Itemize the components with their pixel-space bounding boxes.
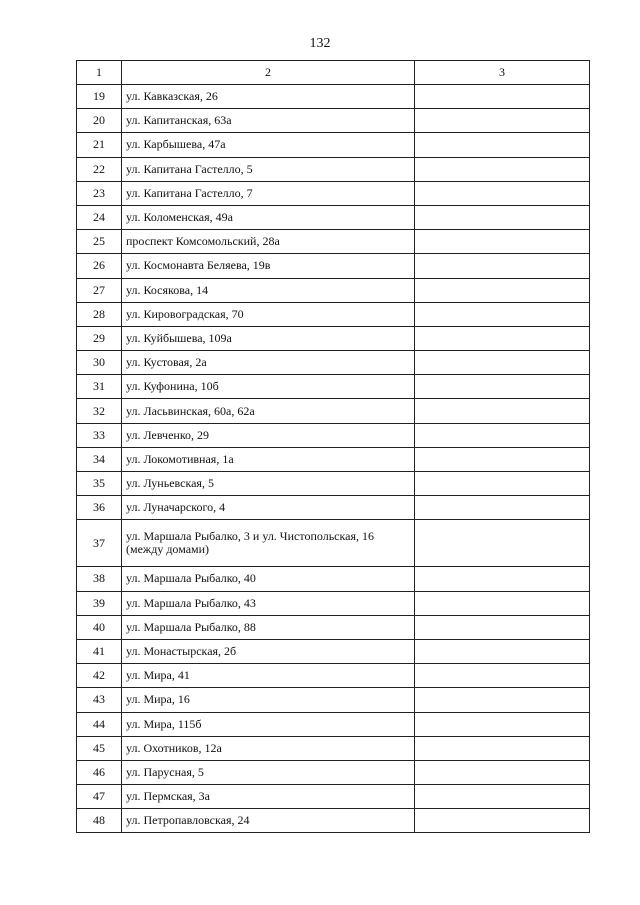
row-number-cell: 48 [77,809,122,833]
address-cell: ул. Кавказская, 26 [122,85,415,109]
address-cell: ул. Маршала Рыбалко, 3 и ул. Чистопольская, 16 (между домами) [122,520,415,567]
column3-cell [415,567,590,591]
address-cell: ул. Мира, 41 [122,664,415,688]
column3-cell [415,688,590,712]
column3-cell [415,664,590,688]
column3-cell [415,760,590,784]
column3-cell [415,205,590,229]
table-row [77,157,590,181]
column3-cell [415,157,590,181]
address-cell: ул. Капитана Гастелло, 7 [122,181,415,205]
row-number-cell: 45 [77,736,122,760]
row-number-cell: 39 [77,591,122,615]
address-cell: ул. Левченко, 29 [122,423,415,447]
row-number-cell: 28 [77,302,122,326]
table-row [77,664,590,688]
table-row [77,351,590,375]
column3-cell [415,254,590,278]
address-cell: ул. Локомотивная, 1а [122,447,415,471]
column3-cell [415,326,590,350]
address-cell: ул. Кировоградская, 70 [122,302,415,326]
column-header-address: 2 [122,61,415,85]
column3-cell [415,472,590,496]
column3-cell [415,447,590,471]
column3-cell [415,399,590,423]
table-row [77,302,590,326]
address-cell: ул. Ласьвинская, 60а, 62а [122,399,415,423]
column3-cell [415,591,590,615]
address-cell: ул. Капитана Гастелло, 5 [122,157,415,181]
row-number-cell: 38 [77,567,122,591]
table-row [77,809,590,833]
row-number-cell: 20 [77,109,122,133]
row-number-cell: 40 [77,615,122,639]
column3-cell [415,712,590,736]
row-number-cell: 42 [77,664,122,688]
table-row [77,520,590,567]
address-cell: ул. Куфонина, 10б [122,375,415,399]
address-cell: ул. Монастырская, 2б [122,639,415,663]
column3-cell [415,639,590,663]
table-row [77,736,590,760]
row-number-cell: 22 [77,157,122,181]
row-number-cell: 33 [77,423,122,447]
column3-cell [415,809,590,833]
table-row [77,496,590,520]
table-row [77,326,590,350]
table-row [77,785,590,809]
address-cell: ул. Космонавта Беляева, 19в [122,254,415,278]
row-number-cell: 36 [77,496,122,520]
column3-cell [415,375,590,399]
table-row [77,230,590,254]
table-row [77,591,590,615]
address-cell: ул. Куйбышева, 109а [122,326,415,350]
column-header-col3: 3 [415,61,590,85]
table-row [77,399,590,423]
column3-cell [415,423,590,447]
row-number-cell: 32 [77,399,122,423]
column3-cell [415,351,590,375]
table-row [77,375,590,399]
row-number-cell: 25 [77,230,122,254]
row-number-cell: 35 [77,472,122,496]
table-row [77,639,590,663]
page-number: 132 [309,36,331,51]
row-number-cell: 29 [77,326,122,350]
address-cell: ул. Кустовая, 2а [122,351,415,375]
column3-cell [415,133,590,157]
address-cell: ул. Охотников, 12а [122,736,415,760]
column3-cell [415,615,590,639]
column3-cell [415,496,590,520]
table-row [77,205,590,229]
row-number-cell: 41 [77,639,122,663]
table-row [77,85,590,109]
row-number-cell: 43 [77,688,122,712]
row-number-cell: 31 [77,375,122,399]
column3-cell [415,302,590,326]
table-row [77,567,590,591]
row-number-cell: 19 [77,85,122,109]
address-cell: ул. Мира, 16 [122,688,415,712]
table-row [77,423,590,447]
row-number-cell: 27 [77,278,122,302]
address-cell: ул. Карбышева, 47а [122,133,415,157]
address-cell: ул. Луначарского, 4 [122,496,415,520]
column3-cell [415,181,590,205]
table-row [77,133,590,157]
table-row [77,254,590,278]
row-number-cell: 47 [77,785,122,809]
row-number-cell: 26 [77,254,122,278]
table-row [77,472,590,496]
address-cell: ул. Луньевская, 5 [122,472,415,496]
row-number-cell: 46 [77,760,122,784]
row-number-cell: 37 [77,520,122,567]
address-cell: ул. Маршала Рыбалко, 43 [122,591,415,615]
column3-cell [415,230,590,254]
table-row [77,278,590,302]
row-number-cell: 21 [77,133,122,157]
address-cell: проспект Комсомольский, 28а [122,230,415,254]
row-number-cell: 44 [77,712,122,736]
column-header-number: 1 [77,61,122,85]
table-row [77,712,590,736]
table-row [77,109,590,133]
address-cell: ул. Парусная, 5 [122,760,415,784]
table-header-row [77,61,590,85]
address-cell: ул. Пермская, 3а [122,785,415,809]
row-number-cell: 34 [77,447,122,471]
column3-cell [415,109,590,133]
address-cell: ул. Капитанская, 63а [122,109,415,133]
row-number-cell: 23 [77,181,122,205]
row-number-cell: 24 [77,205,122,229]
column3-cell [415,85,590,109]
row-number-cell: 30 [77,351,122,375]
address-cell: ул. Маршала Рыбалко, 88 [122,615,415,639]
table-row [77,615,590,639]
address-cell: ул. Маршала Рыбалко, 40 [122,567,415,591]
column3-cell [415,520,590,567]
address-table [76,60,590,833]
column3-cell [415,736,590,760]
address-cell: ул. Мира, 115б [122,712,415,736]
address-cell: ул. Петропавловская, 24 [122,809,415,833]
table-row [77,181,590,205]
table-row [77,447,590,471]
table-row [77,760,590,784]
column3-cell [415,785,590,809]
address-cell: ул. Коломенская, 49а [122,205,415,229]
column3-cell [415,278,590,302]
table-row [77,688,590,712]
table-body [77,85,590,833]
address-cell: ул. Косякова, 14 [122,278,415,302]
